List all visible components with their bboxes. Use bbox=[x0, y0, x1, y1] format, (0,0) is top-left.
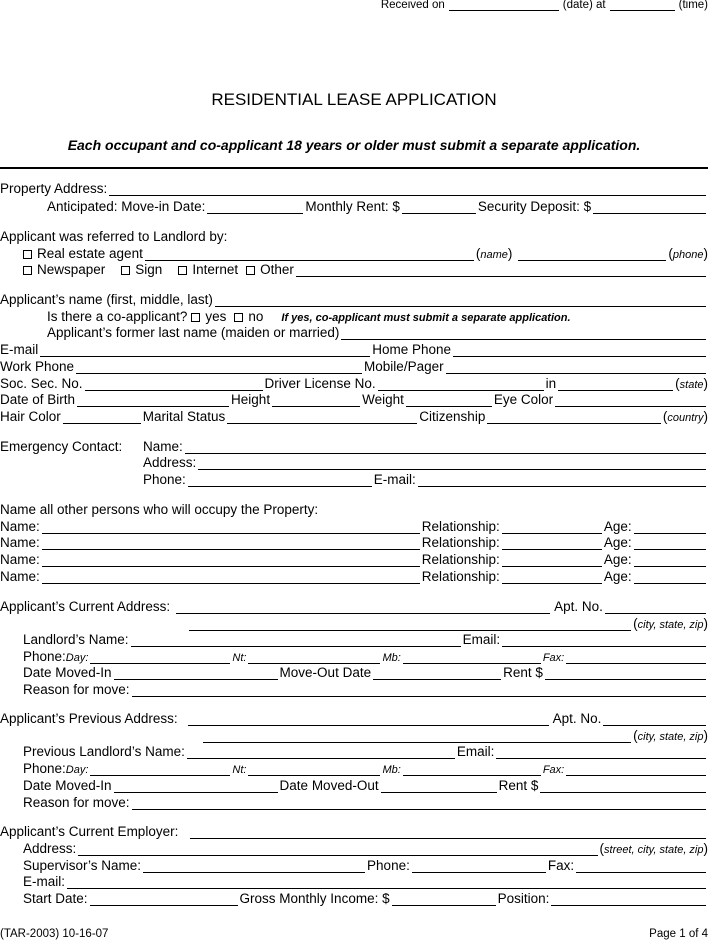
former-name-label: Applicant’s former last name (maiden or married) bbox=[47, 325, 340, 340]
current-landlord-label: Landlord’s Name: bbox=[23, 632, 129, 647]
previous-reason-field[interactable] bbox=[132, 797, 706, 810]
applicant-name-row bbox=[0, 290, 708, 307]
applicant-name-label: Applicant’s name (first, middle, last) bbox=[0, 292, 213, 307]
marital-status-label: Marital Status bbox=[142, 409, 226, 424]
received-date-field[interactable] bbox=[449, 0, 559, 11]
previous-day-phone-field[interactable] bbox=[90, 763, 230, 776]
referral-heading-row bbox=[0, 227, 708, 244]
occupant-row bbox=[0, 533, 708, 550]
current-csz-row bbox=[0, 614, 708, 631]
occupant-age-label: Age: bbox=[603, 569, 632, 584]
emergency-phone-row bbox=[0, 470, 708, 487]
coapplicant-no-label: no bbox=[248, 309, 264, 324]
current-csz-open-paren: ( bbox=[633, 616, 638, 631]
previous-rent-field[interactable] bbox=[540, 780, 706, 793]
current-phone-label: Phone: bbox=[23, 649, 66, 664]
occupant-age-label: Age: bbox=[603, 519, 632, 534]
received-time-field[interactable] bbox=[610, 0, 675, 11]
eye-color-field[interactable] bbox=[555, 394, 706, 407]
previous-night-label: Nt: bbox=[232, 764, 247, 776]
emergency-address-field[interactable] bbox=[198, 457, 706, 470]
current-phone-row bbox=[0, 647, 708, 664]
state-open-paren: ( bbox=[675, 376, 680, 391]
header-divider bbox=[0, 167, 708, 169]
previous-fax-field[interactable] bbox=[566, 763, 706, 776]
work-phone-field[interactable] bbox=[76, 361, 362, 374]
current-dates-row bbox=[0, 663, 708, 680]
mobile-label: Mobile/Pager bbox=[364, 359, 444, 374]
internet-checkbox[interactable] bbox=[178, 266, 187, 275]
previous-phone-label: Phone: bbox=[23, 761, 66, 776]
marital-status-field[interactable] bbox=[227, 411, 417, 424]
previous-moved-in-label: Date Moved-In bbox=[23, 778, 112, 793]
current-csz-hint: city, state, zip bbox=[637, 619, 704, 631]
referral-sources-row bbox=[0, 260, 708, 277]
employer-name-field[interactable] bbox=[190, 826, 706, 839]
occupants-heading: Name all other persons who will occupy the Property: bbox=[0, 502, 319, 517]
supervisor-row bbox=[0, 856, 708, 873]
coapplicant-yes-label: yes bbox=[205, 309, 227, 324]
hair-row bbox=[0, 407, 708, 424]
current-address-label: Applicant’s Current Address: bbox=[0, 599, 171, 614]
current-moved-in-label: Date Moved-In bbox=[23, 665, 112, 680]
form-title: RESIDENTIAL LEASE APPLICATION bbox=[211, 90, 497, 109]
height-label: Height bbox=[231, 392, 271, 407]
country-hint: country bbox=[667, 412, 704, 424]
occupants-heading-row bbox=[0, 500, 708, 517]
occupant-row bbox=[0, 567, 708, 584]
state-close-paren: ) bbox=[703, 376, 708, 391]
real-estate-agent-label: Real estate agent bbox=[37, 246, 143, 261]
home-phone-label: Home Phone bbox=[372, 342, 452, 357]
current-address-field[interactable] bbox=[176, 601, 550, 614]
current-reason-row bbox=[0, 680, 708, 697]
emergency-phone-label: Phone: bbox=[143, 472, 186, 487]
employer-address-label: Address: bbox=[23, 841, 77, 856]
state-hint: state bbox=[679, 379, 704, 391]
emergency-address-label: Address: bbox=[143, 455, 197, 470]
previous-csz-hint: city, state, zip bbox=[637, 731, 704, 743]
applicant-name-field[interactable] bbox=[215, 294, 706, 307]
security-deposit-field[interactable] bbox=[593, 201, 706, 214]
employer-heading: Applicant’s Current Employer: bbox=[0, 824, 179, 839]
occupant-age-label: Age: bbox=[603, 535, 632, 550]
current-move-out-field[interactable] bbox=[373, 667, 501, 680]
previous-moved-out-label: Date Moved-Out bbox=[279, 778, 379, 793]
current-landlord-field[interactable] bbox=[131, 634, 461, 647]
current-fax-label: Fax: bbox=[542, 652, 565, 664]
previous-apt-label: Apt. No. bbox=[552, 711, 602, 726]
occupant-relationship-label: Relationship: bbox=[421, 552, 500, 567]
current-reason-field[interactable] bbox=[132, 684, 706, 697]
height-field[interactable] bbox=[272, 394, 360, 407]
current-apt-field[interactable] bbox=[605, 601, 706, 614]
employer-row bbox=[0, 822, 708, 839]
agent-name-close-paren: ) bbox=[507, 246, 513, 261]
internet-label: Internet bbox=[192, 262, 239, 277]
previous-address-field[interactable] bbox=[188, 713, 549, 726]
form-subtitle: Each occupant and co-applicant 18 years or older must submit a separate application. bbox=[67, 137, 641, 153]
move-in-date-label: Anticipated: Move-in Date: bbox=[47, 199, 206, 214]
employer-address-field[interactable] bbox=[78, 843, 597, 856]
referral-agent-row bbox=[0, 244, 708, 261]
time-label: (time) bbox=[678, 0, 708, 11]
current-reason-label: Reason for move: bbox=[23, 682, 130, 697]
current-moved-in-field[interactable] bbox=[114, 667, 278, 680]
previous-fax-label: Fax: bbox=[542, 764, 565, 776]
occupant-name-label: Name: bbox=[0, 535, 40, 550]
coapplicant-row bbox=[0, 307, 708, 324]
work-phone-row bbox=[0, 357, 708, 374]
email-row bbox=[0, 340, 708, 357]
gross-income-label: Gross Monthly Income: $ bbox=[239, 891, 390, 906]
occupant-age-field[interactable] bbox=[634, 537, 706, 550]
former-name-row bbox=[0, 323, 708, 340]
previous-csz-close-paren: ) bbox=[703, 728, 708, 743]
agent-name-open-paren: ( bbox=[475, 246, 481, 261]
page-number: Page 1 of 4 bbox=[649, 928, 708, 940]
country-close-paren: ) bbox=[703, 409, 708, 424]
agent-name-hint: name bbox=[480, 249, 508, 261]
coapplicant-yes-checkbox[interactable] bbox=[191, 313, 200, 322]
dob-row bbox=[0, 390, 708, 407]
received-header bbox=[381, 0, 708, 11]
occupant-relationship-field[interactable] bbox=[502, 537, 602, 550]
agent-phone-hint: phone bbox=[672, 249, 704, 261]
coapplicant-note: If yes, co-applicant must submit a separate application. bbox=[281, 312, 571, 324]
employer-scsz-hint: street, city, state, zip bbox=[604, 844, 704, 856]
current-apt-label: Apt. No. bbox=[554, 599, 603, 614]
citizenship-field[interactable] bbox=[487, 411, 661, 424]
emergency-email-label: E-mail: bbox=[373, 472, 416, 487]
previous-address-label: Applicant’s Previous Address: bbox=[0, 711, 178, 726]
current-rent-label: Rent $ bbox=[503, 665, 543, 680]
previous-moved-in-field[interactable] bbox=[114, 780, 278, 793]
supervisor-name-label: Supervisor’s Name: bbox=[23, 858, 142, 873]
security-deposit-label: Security Deposit: $ bbox=[477, 199, 592, 214]
occupant-relationship-field[interactable] bbox=[502, 571, 602, 584]
emergency-address-row bbox=[0, 453, 708, 470]
dob-field[interactable] bbox=[77, 394, 229, 407]
occupant-name-label: Name: bbox=[0, 552, 40, 567]
dl-state-in-label: in bbox=[545, 376, 557, 391]
employer-scsz-open-paren: ( bbox=[599, 841, 605, 856]
start-date-label: Start Date: bbox=[23, 891, 88, 906]
employer-address-row bbox=[0, 839, 708, 856]
previous-csz-row bbox=[0, 726, 708, 743]
previous-night-phone-field[interactable] bbox=[248, 763, 380, 776]
emergency-phone-field[interactable] bbox=[188, 474, 372, 487]
sign-checkbox[interactable] bbox=[121, 266, 130, 275]
coapplicant-question: Is there a co-applicant? bbox=[47, 309, 188, 324]
emergency-contact-label: Emergency Contact: bbox=[0, 439, 123, 454]
occupant-row bbox=[0, 517, 708, 534]
position-field[interactable] bbox=[551, 893, 706, 906]
eye-color-label: Eye Color bbox=[493, 392, 554, 407]
previous-phone-row bbox=[0, 759, 708, 776]
previous-apt-field[interactable] bbox=[603, 713, 706, 726]
other-checkbox[interactable] bbox=[246, 266, 255, 275]
email-label: E-mail bbox=[0, 342, 39, 357]
emergency-email-field[interactable] bbox=[418, 474, 706, 487]
occupant-relationship-label: Relationship: bbox=[421, 535, 500, 550]
form-code: (TAR-2003) 10-16-07 bbox=[0, 928, 109, 940]
weight-field[interactable] bbox=[406, 394, 492, 407]
home-phone-field[interactable] bbox=[453, 344, 706, 357]
previous-landlord-field[interactable] bbox=[187, 746, 455, 759]
emergency-name-label: Name: bbox=[143, 439, 183, 454]
email-field[interactable] bbox=[40, 344, 370, 357]
previous-landlord-label: Previous Landlord’s Name: bbox=[23, 744, 185, 759]
employer-scsz-close-paren: ) bbox=[703, 841, 708, 856]
date-at-label: (date) at bbox=[562, 0, 606, 11]
occupant-row bbox=[0, 550, 708, 567]
previous-mobile-phone-field[interactable] bbox=[403, 763, 541, 776]
ssn-row bbox=[0, 374, 708, 391]
citizenship-label: Citizenship bbox=[419, 409, 486, 424]
sign-label: Sign bbox=[135, 262, 163, 277]
occupant-age-field[interactable] bbox=[634, 571, 706, 584]
emergency-name-row bbox=[0, 437, 708, 454]
property-terms-row bbox=[0, 197, 708, 214]
employer-email-label: E-mail: bbox=[23, 874, 66, 889]
current-rent-field[interactable] bbox=[545, 667, 706, 680]
weight-label: Weight bbox=[362, 392, 404, 407]
occupant-name-field[interactable] bbox=[42, 537, 420, 550]
supervisor-phone-label: Phone: bbox=[367, 858, 410, 873]
current-night-label: Nt: bbox=[232, 652, 247, 664]
start-date-field[interactable] bbox=[90, 893, 238, 906]
previous-moved-out-field[interactable] bbox=[381, 780, 497, 793]
current-csz-close-paren: ) bbox=[703, 616, 708, 631]
agent-phone-close-paren: ) bbox=[703, 246, 708, 261]
other-source-field[interactable] bbox=[296, 264, 706, 277]
property-address-row bbox=[0, 179, 708, 196]
monthly-rent-label: Monthly Rent: $ bbox=[305, 199, 400, 214]
previous-day-label: Day: bbox=[65, 764, 89, 776]
previous-reason-row bbox=[0, 793, 708, 810]
current-day-label: Day: bbox=[65, 652, 89, 664]
previous-rent-label: Rent $ bbox=[498, 778, 539, 793]
current-landlord-row bbox=[0, 630, 708, 647]
supervisor-fax-label: Fax: bbox=[547, 858, 575, 873]
other-label: Other bbox=[260, 262, 294, 277]
current-move-out-label: Move-Out Date bbox=[279, 665, 372, 680]
employer-email-field[interactable] bbox=[67, 876, 706, 889]
hair-color-label: Hair Color bbox=[0, 409, 61, 424]
move-in-date-field[interactable] bbox=[207, 201, 303, 214]
occupant-age-label: Age: bbox=[603, 552, 632, 567]
occupant-name-field[interactable] bbox=[42, 571, 420, 584]
property-address-field[interactable] bbox=[109, 183, 706, 196]
employer-email-row bbox=[0, 872, 708, 889]
previous-dates-row bbox=[0, 776, 708, 793]
position-label: Position: bbox=[497, 891, 550, 906]
previous-csz-open-paren: ( bbox=[633, 728, 638, 743]
occupant-relationship-label: Relationship: bbox=[421, 519, 500, 534]
previous-landlord-row bbox=[0, 742, 708, 759]
previous-mobile-label: Mb: bbox=[382, 764, 401, 776]
occupant-relationship-field[interactable] bbox=[502, 554, 602, 567]
former-name-field[interactable] bbox=[341, 327, 706, 340]
current-mobile-label: Mb: bbox=[382, 652, 401, 664]
occupant-relationship-label: Relationship: bbox=[421, 569, 500, 584]
occupant-name-label: Name: bbox=[0, 569, 40, 584]
occupant-name-field[interactable] bbox=[42, 554, 420, 567]
received-on-label: Received on bbox=[380, 0, 445, 11]
dob-label: Date of Birth bbox=[0, 392, 76, 407]
newspaper-checkbox[interactable] bbox=[23, 266, 32, 275]
property-address-label: Property Address: bbox=[0, 181, 108, 196]
occupant-age-field[interactable] bbox=[634, 554, 706, 567]
monthly-rent-field[interactable] bbox=[402, 201, 476, 214]
newspaper-label: Newspaper bbox=[37, 262, 106, 277]
referral-heading: Applicant was referred to Landlord by: bbox=[0, 229, 228, 244]
coapplicant-no-checkbox[interactable] bbox=[234, 313, 243, 322]
agent-phone-open-paren: ( bbox=[668, 246, 673, 261]
current-address-row bbox=[0, 597, 708, 614]
previous-address-row bbox=[0, 709, 708, 726]
country-open-paren: ( bbox=[662, 409, 668, 424]
occupant-name-label: Name: bbox=[0, 519, 40, 534]
gross-income-field[interactable] bbox=[392, 893, 496, 906]
current-landlord-email-field[interactable] bbox=[502, 634, 706, 647]
work-phone-label: Work Phone bbox=[0, 359, 75, 374]
real-estate-agent-checkbox[interactable] bbox=[23, 250, 32, 259]
previous-landlord-email-field[interactable] bbox=[496, 746, 706, 759]
previous-reason-label: Reason for move: bbox=[23, 795, 130, 810]
mobile-field[interactable] bbox=[446, 361, 706, 374]
hair-color-field[interactable] bbox=[63, 411, 141, 424]
previous-landlord-email-label: Email: bbox=[456, 744, 495, 759]
employment-details-row bbox=[0, 889, 708, 906]
current-landlord-email-label: Email: bbox=[462, 632, 501, 647]
driver-license-label: Driver License No. bbox=[264, 376, 376, 391]
ssn-label: Soc. Sec. No. bbox=[0, 376, 83, 391]
